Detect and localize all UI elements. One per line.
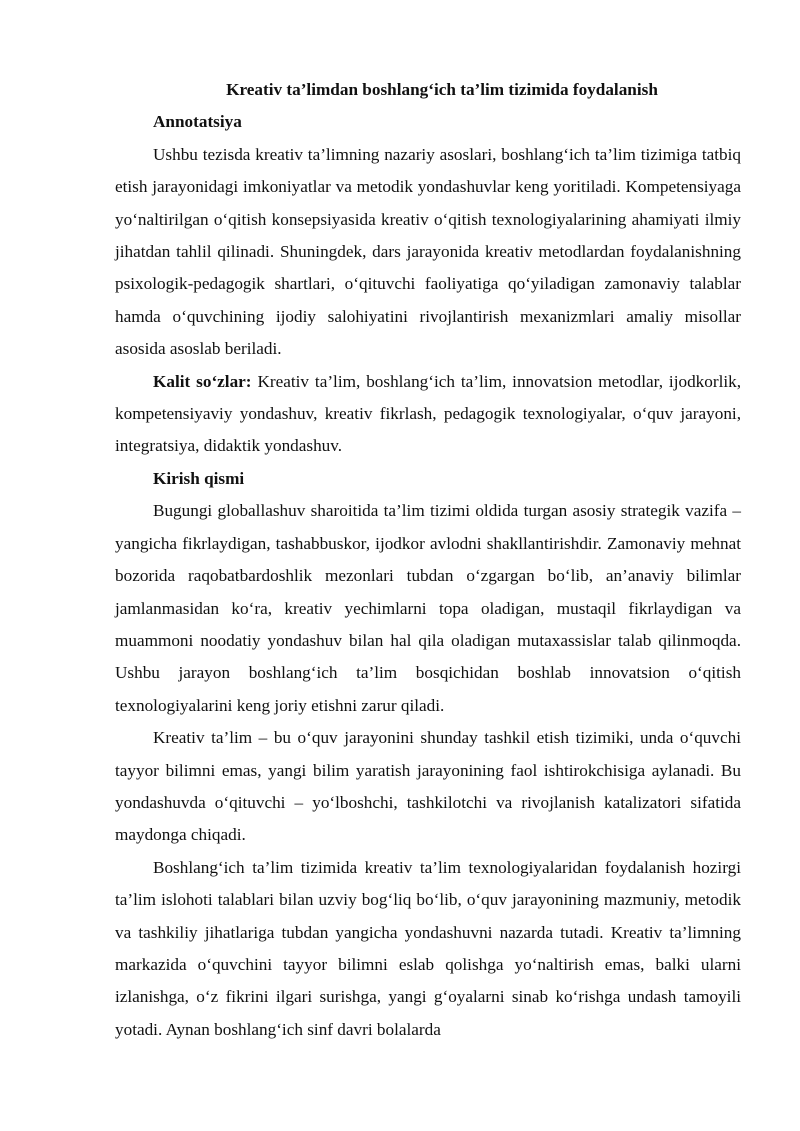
keywords-label: Kalit so‘zlar: — [153, 371, 252, 391]
body-paragraph: Bugungi globallashuv sharoitida ta’lim tizimi oldida turgan asosiy strategik vazifa – yangicha fikrlaydigan, tashabbuskor, ijodkor avlodni shakllantirishdir. Zamonaviy mehnat bozorida raqobatbardoshlik mezonlari tubdan o‘zgargan bo‘lib, an’anaviy bilimlar jamlanmasidan ko‘ra, kreativ yechimlarni topa oladigan, mustaqil fikrlaydigan va muammoni noodatiy yondashuv bilan hal qila oladigan mutaxassislar talab qilinmoqda. Ushbu jarayon boshlang‘ich ta’lim bosqichidan boshlab innovatsion o‘qitish texnologiyalarini keng joriy etishni zarur qiladi. — [115, 501, 741, 715]
annotation-heading: Annotatsiya — [153, 112, 242, 132]
annotation-paragraph: Ushbu tezisda kreativ ta’limning nazariy asoslari, boshlang‘ich ta’lim tizimiga tatbiq etish jarayonidagi imkoniyatlar va metodik yondashuvlar keng yoritiladi. Kompetensiyaga yo‘naltirilgan o‘qitish konsepsiyasida kreativ o‘qitish texnologiyalarining ahamiyati ilmiy jihatdan tahlil qilinadi. Shuningdek, dars jarayonida kreativ metodlardan foydalanishning psixologik-pedagogik shartlari, o‘qituvchi faoliyatiga qo‘yiladigan zamonaviy talablar hamda o‘quvchining ijodiy salohiyatini rivojlantirish mexanizmlari amaliy misollar asosida asoslab beriladi. — [115, 144, 741, 359]
body-paragraph: Kreativ ta’lim – bu o‘quv jarayonini shunday tashkil etish tizimiki, unda o‘quvchi tayyor bilimni emas, yangi bilim yaratish jarayonining faol ishtirokchisiga aylanadi. Bu yondashuvda o‘qituvchi – yo‘lboshchi, tashkilotchi va rivojlanish katalizatori sifatida maydonga chiqadi. — [115, 728, 741, 845]
keywords-text: Kreativ ta’lim, boshlang‘ich ta’lim, innovatsion metodlar, ijodkorlik, kompetensiyaviy yondashuv, kreativ fikrlash, pedagogik texnologiyalar, o‘quv jarayoni, integratsiya, didaktik yondashuv. — [115, 371, 742, 456]
body-paragraph: Boshlang‘ich ta’lim tizimida kreativ ta’lim texnologiyalaridan foydalanish hozirgi ta’lim islohoti talablari bilan uzviy bog‘liq bo‘lib, o‘quv jarayonining mazmuniy, metodik va tashkiliy jihatlariga tubdan yangicha yondashuvni nazarda tutadi. Kreativ ta’limning markazida o‘quvchini tayyor bilimni eslab qolishga yo‘naltirish emas, balki ularni izlanishga, o‘z fikrini ilgari surishga, yangi g‘oyalarni sinab ko‘rishga undash tamoyili yotadi. Aynan boshlang‘ich sinf davri bolalarda — [115, 857, 741, 1039]
document-page — [115, 74, 741, 1046]
keywords-paragraph — [115, 366, 741, 463]
intro-heading: Kirish qismi — [153, 468, 245, 488]
document-title: Kreativ ta’limdan boshlang‘ich ta’lim tizimida foydalanish — [226, 80, 658, 99]
